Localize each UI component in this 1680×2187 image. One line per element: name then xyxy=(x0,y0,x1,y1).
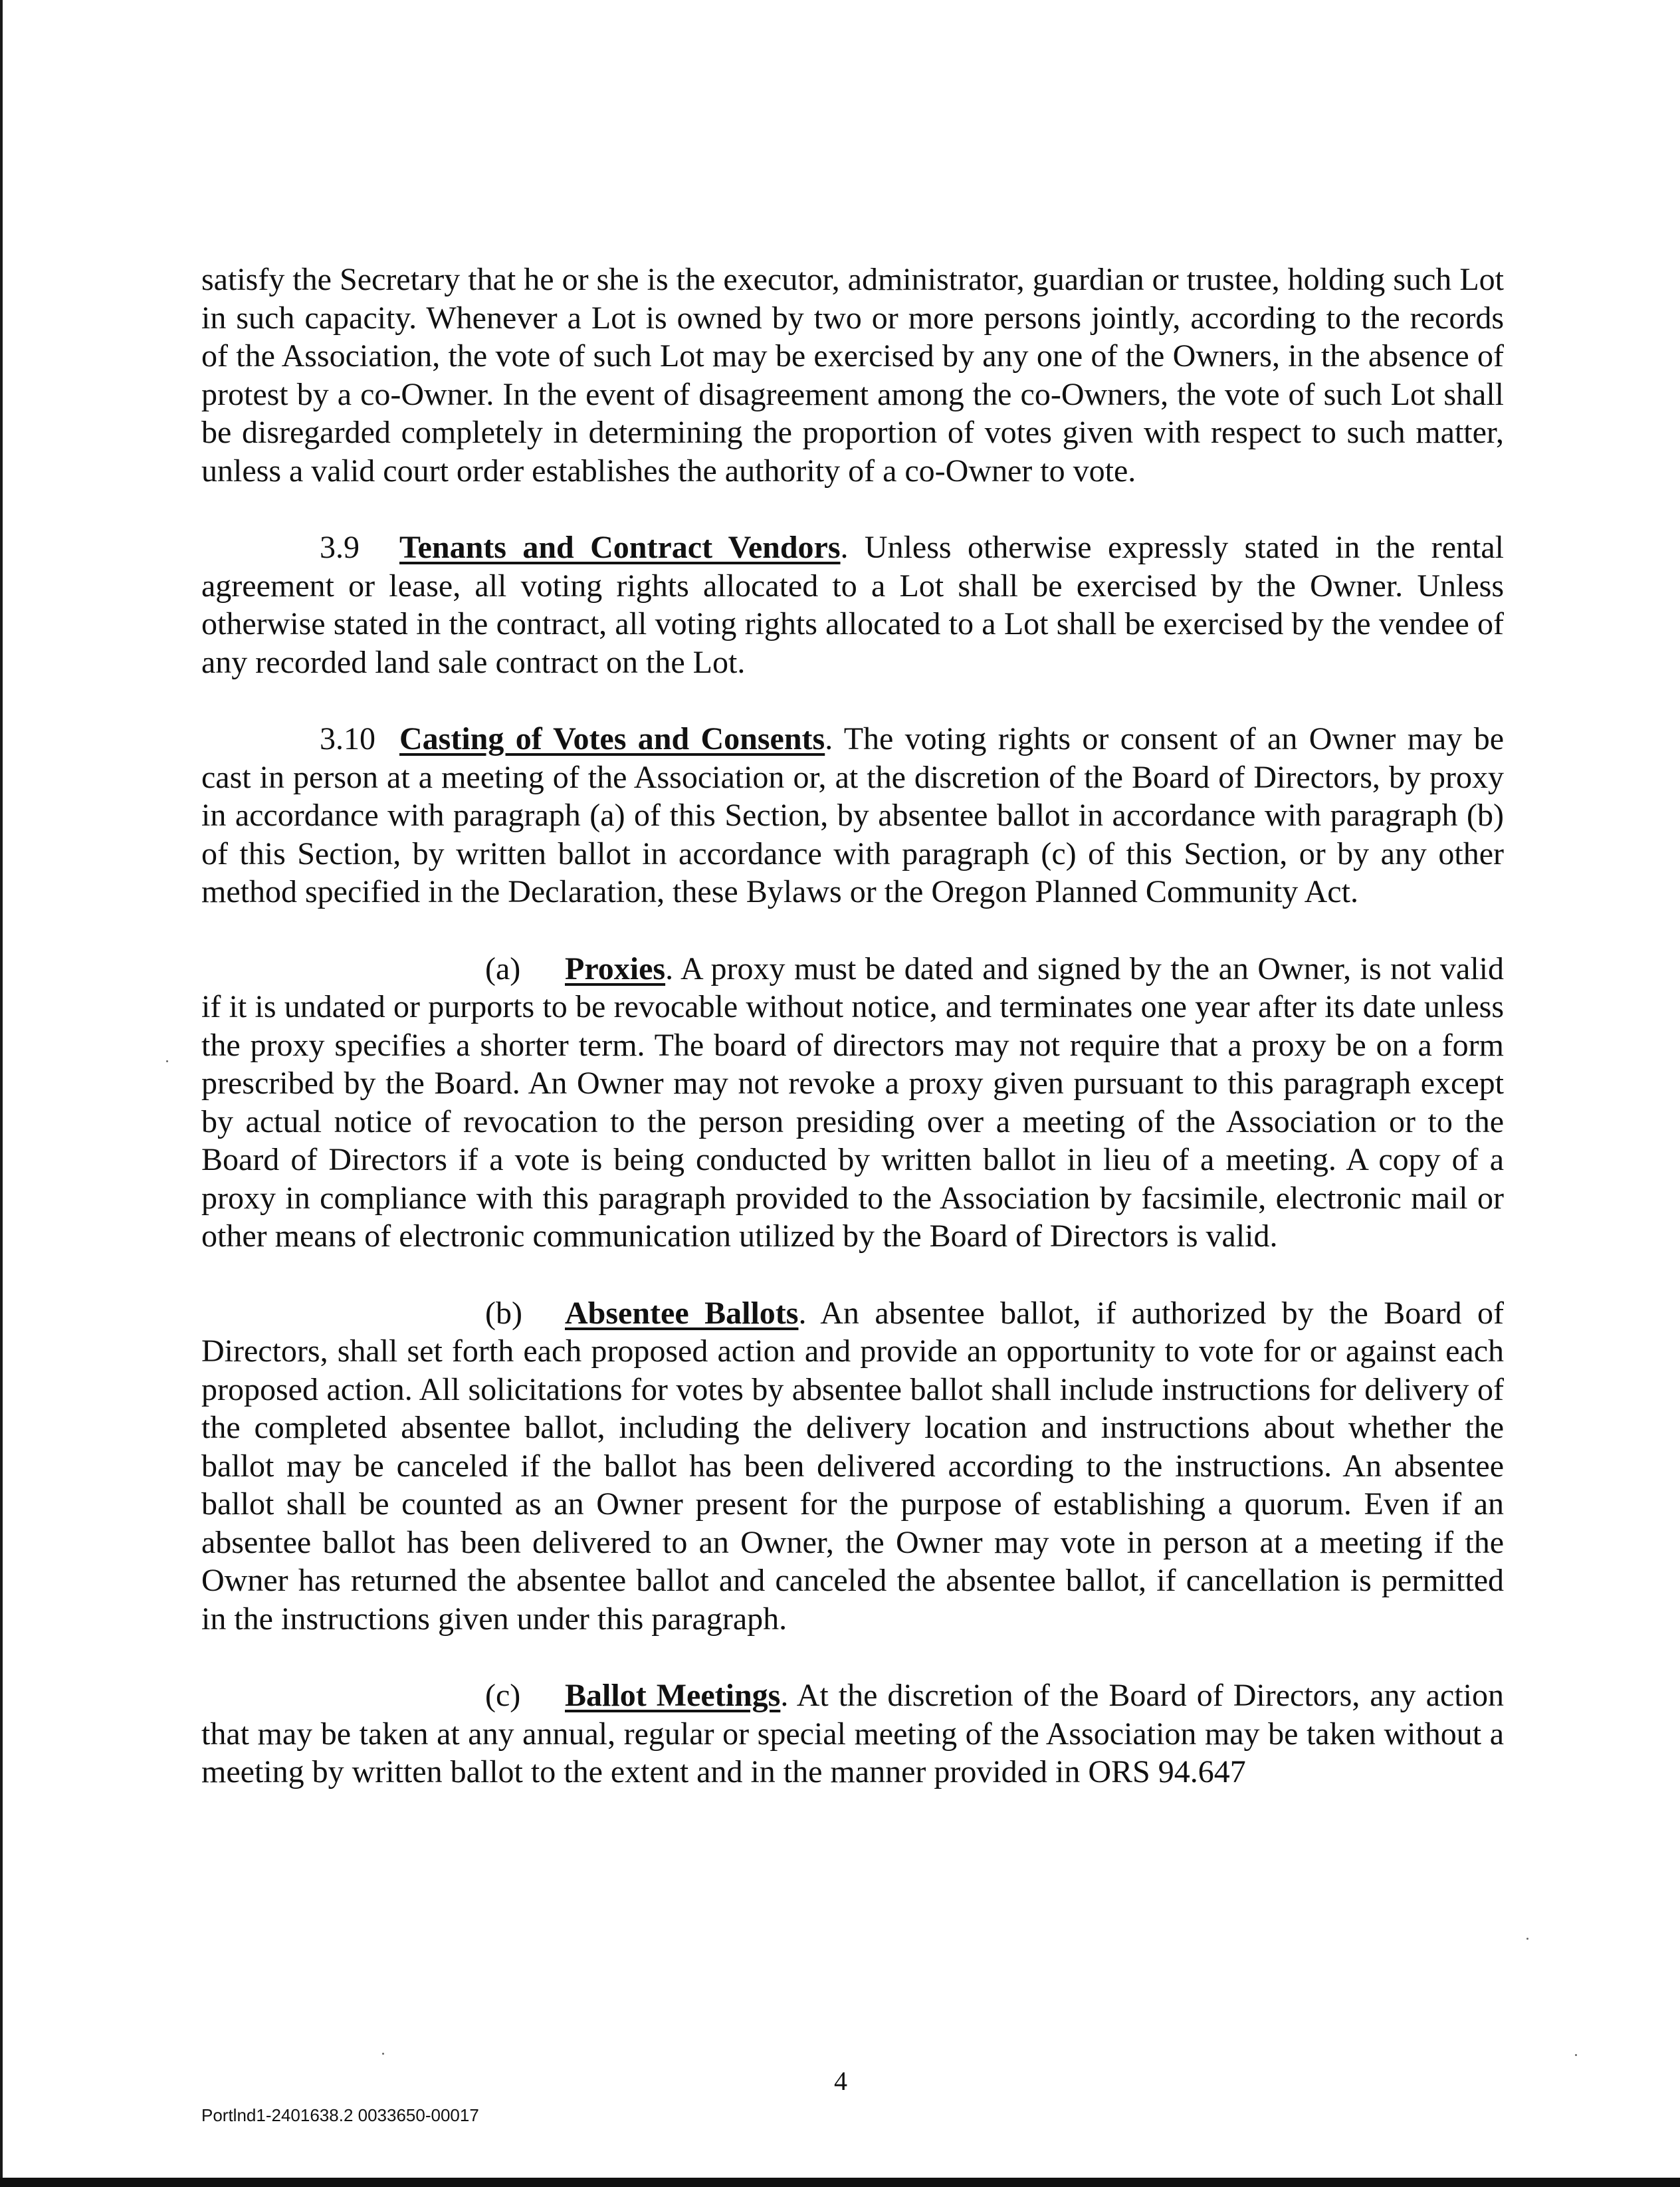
section-text: . Unless otherwise expressly stated in the rental agreement or lease, all voting rights allocated to a Lot shall be exercised by the Owner. Unless otherwise stated in the contract, all voting rights allocated to a Lot shall be exercised by the vendee of any recorded land sale contract on the Lot. xyxy=(201,530,1504,680)
section-number: 3.9 xyxy=(320,530,360,565)
section-text: . The voting rights or consent of an Owner may be cast in person at a meeting of the Association or, at the discretion of the Board of Directors, by proxy in accordance with paragraph (a) of this Section, by absentee ballot in accordance with paragraph (b) of this Section, by written ballot in accordance with paragraph (c) of this Section, or by any other method specified in the Declaration, these Bylaws or the Oregon Planned Community Act. xyxy=(201,721,1504,909)
section-number: 3.10 xyxy=(320,721,375,756)
section-3-10 xyxy=(201,720,1504,911)
subsection-c-ballot-meetings xyxy=(201,1676,1504,1791)
section-heading: Tenants and Contract Vendors xyxy=(399,530,841,565)
subsection-text: . An absentee ballot, if authorized by the Board of Directors, shall set forth each proposed action and provide an opportunity to vote for or against each proposed action. All solicitations for votes by absentee ballot shall include instructions for delivery of the completed absentee ballot, including the delivery location and instructions about whether the ballot may be canceled if the ballot has been delivered according to the instructions. An absentee ballot shall be counted as an Owner present for the purpose of establishing a quorum. Even if an absentee ballot has been delivered to an Owner, the Owner may vote in person at a meeting if the Owner has returned the absentee ballot and canceled the absentee ballot, if cancellation is permitted in the instructions given under this paragraph. xyxy=(201,1295,1504,1637)
subsection-heading: Ballot Meetings xyxy=(565,1678,781,1713)
subsection-heading: Absentee Ballots xyxy=(565,1295,799,1331)
scan-speck xyxy=(1526,1938,1528,1940)
subsection-text: . At the discretion of the Board of Directors, any action that may be taken at any annual, regular or special meeting of the Association may be taken without a meeting by written ballot to the extent and in the manner provided in ORS 94.647 xyxy=(201,1678,1504,1789)
subsection-number: (a) xyxy=(485,951,521,986)
subsection-b-absentee-ballots xyxy=(201,1294,1504,1639)
subsection-text: . A proxy must be dated and signed by the an Owner, is not valid if it is undated or purports to be revocable without notice, and terminates one year after its date unless the proxy specifies a shorter term. The board of directors may not require that a proxy be on a form prescribed by the Board. An Owner may not revoke a proxy given pursuant to this paragraph except by actual notice of revocation to the person presiding over a meeting of the Association or to the Board of Directors if a vote is being conducted by written ballot in lieu of a meeting. A copy of a proxy in compliance with this paragraph provided to the Association by facsimile, electronic mail or other means of electronic communication utilized by the Board of Directors is valid. xyxy=(201,951,1504,1254)
scan-bottom-edge xyxy=(0,2178,1680,2187)
section-heading: Casting of Votes and Consents xyxy=(399,721,825,756)
scan-speck xyxy=(166,1060,168,1062)
page-number: 4 xyxy=(834,2066,847,2096)
subsection-number: (c) xyxy=(485,1678,521,1713)
scan-left-edge xyxy=(0,0,3,2187)
document-body xyxy=(201,261,1504,1830)
subsection-heading: Proxies xyxy=(565,951,666,986)
scan-speck xyxy=(1575,2054,1577,2056)
paragraph-continuation: satisfy the Secretary that he or she is the executor, administrator, guardian or trustee, holding such Lot in such capacity. Whenever a Lot is owned by two or more persons jointly, according to the records of the Association, the vote of such Lot may be exercised by any one of the Owners, in the absence of protest by a co-Owner. In the event of disagreement among the co-Owners, the vote of such Lot shall be disregarded completely in determining the proportion of votes given with respect to such matter, unless a valid court order establishes the authority of a co-Owner to vote. xyxy=(201,262,1504,489)
scan-speck xyxy=(382,2053,384,2055)
section-3-9 xyxy=(201,528,1504,681)
subsection-a-proxies xyxy=(201,950,1504,1256)
subsection-number: (b) xyxy=(485,1295,522,1331)
document-footer-id: Portlnd1-2401638.2 0033650-00017 xyxy=(201,2105,479,2125)
